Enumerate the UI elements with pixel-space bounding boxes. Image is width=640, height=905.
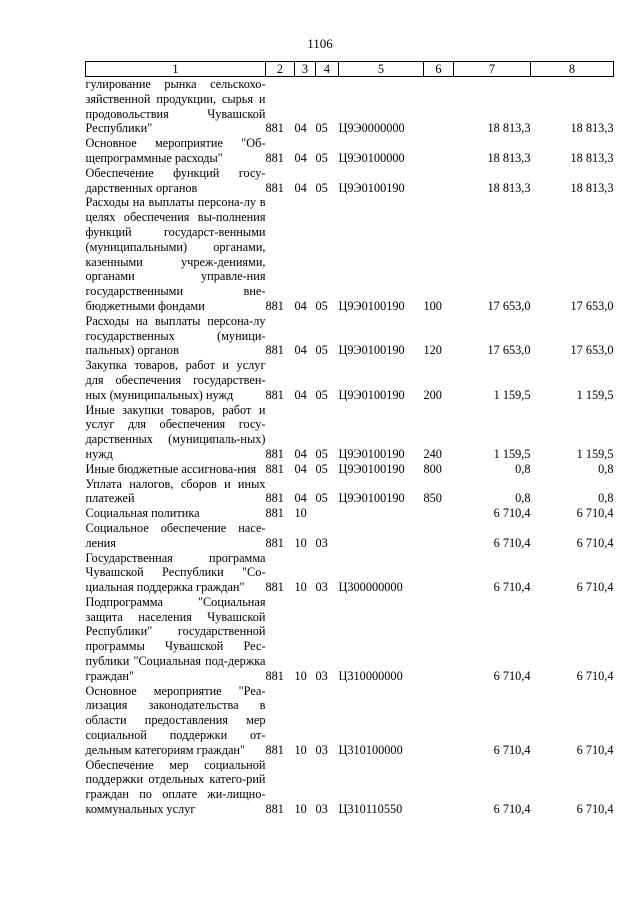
row-code-target: Ц9Э0100190	[338, 298, 405, 313]
row-code-expense-type	[424, 684, 454, 758]
row-code-expense-type: 120	[423, 343, 442, 358]
header-col-1: 1	[86, 62, 266, 77]
row-code-admin: 881	[265, 535, 284, 550]
row-code-admin: 881	[265, 343, 284, 358]
row-code-admin: 881	[265, 506, 284, 521]
row-code-expense-type: 850	[423, 491, 442, 506]
row-code-subsection: 03	[315, 802, 328, 817]
table-row	[86, 77, 614, 137]
row-code-subsection: 05	[315, 298, 328, 313]
row-name: Иные бюджетные ассигнова-ния	[85, 461, 257, 476]
row-name: Государственная программа Чувашской Республики "Со-циальная поддержка граждан"	[85, 550, 266, 595]
table-header	[86, 62, 614, 77]
row-amount-col8: 1 159,5	[576, 446, 614, 461]
table-row	[86, 314, 614, 358]
row-code-subsection: 05	[315, 461, 328, 476]
table-row	[86, 595, 614, 684]
row-code-expense-type	[424, 595, 454, 684]
row-name: Основное мероприятие "Об-щепрограммные расходы"	[85, 136, 266, 165]
row-name: Расходы на выплаты персона-лу государственных (муници-пальных) органов	[85, 313, 266, 358]
table-body	[86, 77, 614, 817]
row-code-target: Ц9Э0100190	[338, 491, 405, 506]
row-code-expense-type: 240	[423, 446, 442, 461]
row-code-target: Ц300000000	[338, 580, 403, 595]
row-code-expense-type	[424, 758, 454, 817]
row-code-admin: 881	[265, 121, 284, 136]
table-row	[86, 195, 614, 313]
page-number: 1106	[307, 36, 333, 51]
row-code-admin: 881	[265, 668, 284, 683]
table-row	[86, 684, 614, 758]
row-code-expense-type	[424, 521, 454, 551]
row-amount-col7: 1 159,5	[493, 446, 531, 461]
row-amount-col7: 6 710,4	[493, 802, 531, 817]
row-name: Расходы на выплаты персона-лу в целях обеспечения вы-полнения функций государст-венными (муниципальными) органами, казенными учреж-дениями, органами управле-ния государственными вне-бюджетными фондами	[85, 195, 266, 313]
row-code-section: 04	[294, 446, 307, 461]
row-code-admin: 881	[265, 802, 284, 817]
row-code-target	[339, 521, 424, 551]
row-code-expense-type	[424, 77, 454, 137]
row-code-section: 04	[294, 387, 307, 402]
row-name: Социальная политика	[85, 506, 200, 521]
row-code-section: 04	[294, 491, 307, 506]
row-code-subsection: 03	[315, 742, 328, 757]
header-col-5: 5	[339, 62, 424, 77]
row-code-subsection: 03	[315, 580, 328, 595]
row-code-admin: 881	[265, 180, 284, 195]
row-amount-col7: 18 813,3	[487, 180, 531, 195]
row-code-section: 04	[294, 180, 307, 195]
row-amount-col7: 17 653,0	[487, 343, 531, 358]
row-code-target	[339, 506, 424, 521]
row-code-expense-type	[424, 166, 454, 196]
row-code-target: Ц310110550	[338, 802, 403, 817]
row-amount-col7: 6 710,4	[493, 535, 531, 550]
row-code-target: Ц9Э0100190	[338, 343, 405, 358]
row-amount-col8: 6 710,4	[576, 668, 614, 683]
row-amount-col8: 0,8	[598, 461, 614, 476]
row-amount-col8: 6 710,4	[576, 535, 614, 550]
row-code-subsection: 05	[315, 180, 328, 195]
row-code-target: Ц310000000	[338, 668, 403, 683]
row-code-expense-type: 800	[423, 461, 442, 476]
row-code-admin: 881	[265, 491, 284, 506]
row-code-subsection: 03	[315, 535, 328, 550]
row-amount-col8: 0,8	[598, 491, 614, 506]
row-code-expense-type	[424, 551, 454, 595]
table-row	[86, 521, 614, 551]
row-code-section: 04	[294, 461, 307, 476]
row-code-target: Ц9Э0100190	[338, 446, 405, 461]
row-amount-col8: 6 710,4	[576, 802, 614, 817]
row-code-target: Ц9Э0100190	[338, 461, 405, 476]
row-code-subsection: 05	[315, 121, 328, 136]
row-code-admin: 881	[265, 446, 284, 461]
row-code-section: 10	[294, 506, 307, 521]
row-amount-col8: 18 813,3	[570, 121, 614, 136]
table-row	[86, 358, 614, 402]
header-col-8: 8	[531, 62, 614, 77]
row-code-section: 10	[294, 535, 307, 550]
header-col-4: 4	[316, 62, 339, 77]
row-code-expense-type	[424, 136, 454, 166]
row-code-expense-type	[424, 506, 454, 521]
row-name: Социальное обеспечение насе-ления	[85, 520, 266, 550]
row-code-section: 10	[294, 580, 307, 595]
row-amount-col7: 18 813,3	[487, 121, 531, 136]
table-row	[86, 477, 614, 507]
row-code-target: Ц9Э0100190	[338, 180, 405, 195]
row-code-admin: 881	[265, 742, 284, 757]
row-name: Закупка товаров, работ и услуг для обеспечения государствен-ных (муниципальных) нужд	[85, 358, 266, 402]
row-code-section: 04	[294, 150, 307, 165]
row-code-section: 04	[294, 298, 307, 313]
row-code-admin: 881	[265, 387, 284, 402]
row-amount-col7: 0,8	[515, 461, 531, 476]
row-amount-col7: 6 710,4	[493, 506, 531, 521]
row-code-target: Ц310100000	[338, 742, 403, 757]
row-code-admin: 881	[265, 461, 284, 476]
row-name: Основное мероприятие "Реа-лизация законодательства в области предоставления мер социальной поддержки от-дельным категориям граждан"	[85, 683, 266, 757]
header-col-3: 3	[295, 62, 316, 77]
row-code-expense-type: 100	[423, 298, 442, 313]
row-amount-col7: 6 710,4	[493, 668, 531, 683]
row-code-subsection: 05	[315, 150, 328, 165]
row-amount-col8: 17 653,0	[570, 343, 614, 358]
row-code-section: 04	[294, 121, 307, 136]
row-amount-col7: 17 653,0	[487, 298, 531, 313]
row-code-subsection: 05	[315, 343, 328, 358]
row-name: Обеспечение мер социальной поддержки отдельных катего-рий граждан по оплате жи-лищно-коммунальных услуг	[85, 757, 266, 817]
row-code-section: 10	[294, 802, 307, 817]
row-code-target: Ц9Э0100000	[338, 150, 405, 165]
row-amount-col8: 6 710,4	[576, 506, 614, 521]
row-code-expense-type: 200	[423, 387, 442, 402]
budget-table	[85, 61, 614, 817]
row-code-subsection: 05	[315, 387, 328, 402]
row-amount-col8: 6 710,4	[576, 742, 614, 757]
row-code-section: 10	[294, 742, 307, 757]
row-amount-col7: 6 710,4	[493, 742, 531, 757]
row-amount-col7: 0,8	[515, 491, 531, 506]
row-code-admin: 881	[265, 150, 284, 165]
header-row	[86, 62, 614, 77]
table-row	[86, 403, 614, 462]
row-code-admin: 881	[265, 298, 284, 313]
row-amount-col7: 1 159,5	[493, 387, 531, 402]
row-code-target: Ц9Э0000000	[338, 121, 405, 136]
header-col-6: 6	[424, 62, 454, 77]
row-code-admin: 881	[265, 580, 284, 595]
table-row	[86, 166, 614, 196]
row-code-subsection: 05	[315, 446, 328, 461]
header-col-2: 2	[266, 62, 295, 77]
row-code-subsection: 03	[315, 668, 328, 683]
row-code-target: Ц9Э0100190	[338, 387, 405, 402]
row-name: Подпрограмма "Социальная защита населения Чувашской Республики" государственной программы Чувашской Рес-публики "Социальная под-держка граждан"	[85, 594, 266, 683]
row-name: Иные закупки товаров, работ и услуг для обеспечения госу-дарственных (муниципаль-ных) нужд	[85, 402, 266, 461]
table-row	[86, 136, 614, 166]
table-row	[86, 506, 614, 521]
row-amount-col7: 18 813,3	[487, 150, 531, 165]
row-amount-col8: 18 813,3	[570, 180, 614, 195]
row-code-subsection	[316, 506, 339, 521]
table-row	[86, 462, 614, 477]
table-row	[86, 551, 614, 595]
row-amount-col8: 6 710,4	[576, 580, 614, 595]
row-amount-col8: 17 653,0	[570, 298, 614, 313]
row-code-section: 04	[294, 343, 307, 358]
row-name: Уплата налогов, сборов и иных платежей	[85, 476, 266, 506]
row-code-section: 10	[294, 668, 307, 683]
header-col-7: 7	[454, 62, 531, 77]
row-name: Обеспечение функций госу-дарственных органов	[85, 165, 266, 195]
row-name: гулирование рынка сельскохо-зяйственной продукции, сырья и продовольствия Чувашской Республики"	[85, 77, 266, 136]
row-code-subsection: 05	[315, 491, 328, 506]
row-amount-col8: 18 813,3	[570, 150, 614, 165]
table-row	[86, 758, 614, 817]
row-amount-col8: 1 159,5	[576, 387, 614, 402]
row-amount-col7: 6 710,4	[493, 580, 531, 595]
